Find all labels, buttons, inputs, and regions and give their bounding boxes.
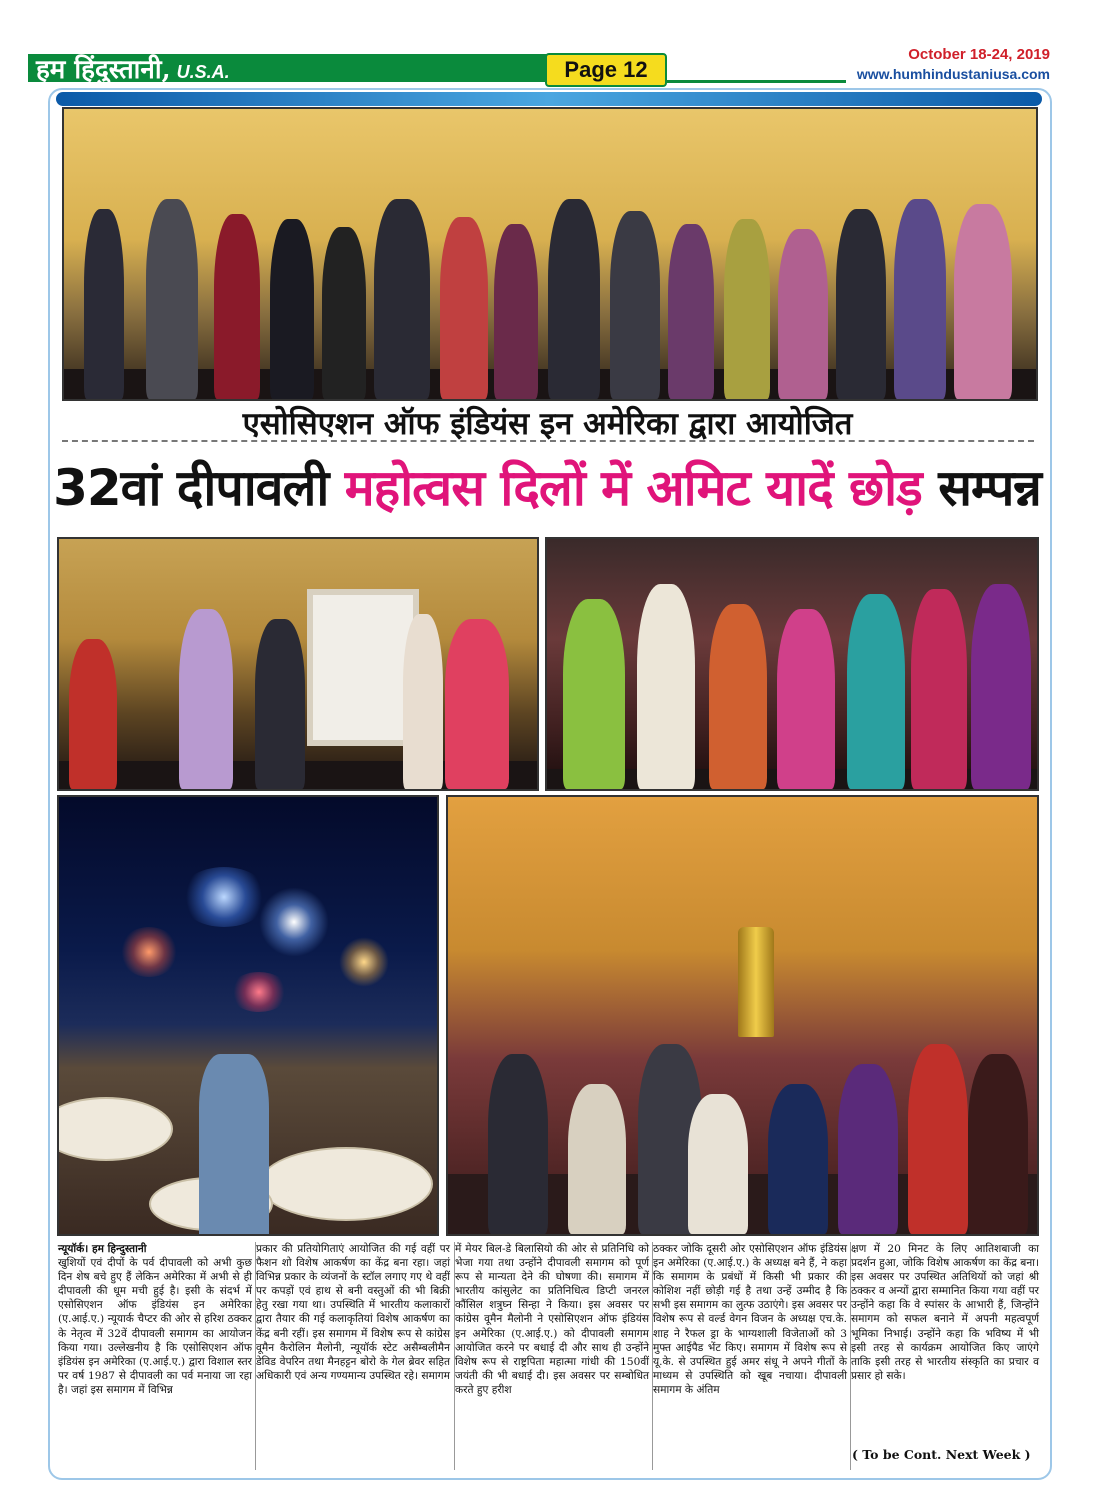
masthead-title-text: हम हिंदुस्तानी, (36, 55, 171, 85)
masthead-title-suffix: U.S.A. (176, 62, 230, 82)
headline-divider (62, 440, 1034, 442)
article-column-4: ठक्कर जोकि दूसरी ओर एसोसिएशन ऑफ इंडियंस इन अमेरिका (ए.आई.ए.) के अध्यक्ष बने हैं, ने कहा कि समागम के प्रबंधों में किसी भी प्रकार की कोशिश नहीं छोड़ी गई है तथा उन्हें उम्मीद है कि सभी इस समागम का लुत्फ उठाएंगे। इस अवसर पर विशेष रूप से वर्ल्ड वेगन विजन के अध्यक्ष एच.के. शाह ने रैफल ड्रा के भाग्यशाली विजेताओं को 3 मुफ्त आईपैड भेंट किए। समागम में विशेष रूप से यू.के. से उपस्थित हुई अमर संधू ने अपने गीतों के माध्यम से उपस्थिति को खूब नचाया। दीपावली समागम के अंतिम (653, 1243, 847, 1396)
main-headline (52, 452, 1042, 520)
article-column-5: क्षण में 20 मिनट के लिए आतिशबाजी का प्रदर्शन हुआ, जोकि विशेष आकर्षण का केंद्र बना। इस अवसर पर उपस्थित अतिथियों को जहां श्री ठक्कर व अन्यों द्वारा सम्मानित किया गया वहीं पर उन्होंने कहा कि वे स्पांसर के आभारी हैं, जिन्होंने समागम को सफल बनाने में अपनी महत्वपूर्ण भूमिका निभाई। उन्होंने कहा कि भविष्य में भी इसी तरह से कार्यक्रम आयोजित किए जाएंगे ताकि इसी तरह से भारतीय संस्कृति का प्रचार व प्रसार हो सके। (851, 1243, 1039, 1382)
headline-part-3: सम्पन्न (938, 459, 1041, 517)
article-column-1 (58, 1242, 252, 1397)
frame-top-band (56, 92, 1042, 106)
page-number-tab: Page 12 (545, 53, 667, 87)
article-column-1-text: खुशियों एवं दीपों के पर्व दीपावली को अभी कुछ दिन शेष बचे हुए हैं लेकिन अमेरिका में अभी से ही दीपावली की धूम मची हुई है। इसी के संदर्भ में एसोसिएशन ऑफ इंडियंस इन अमेरिका (ए.आई.ए.) न्यूयार्क चैप्टर की ओर से हरिश ठक्कर के नेतृत्व में 32वें दीपावली समागम का आयोजन किया गया। उल्लेखनीय है कि एसोसिएशन ऑफ इंडियंस इन अमेरिका (ए.आई.ए.) द्वारा विशाल स्तर पर वर्ष 1987 से दीपावली का पर्व मनाया जा रहा है। जहां इस समागम में विभिन्न (58, 1257, 252, 1396)
photo-fashion-show-models (545, 537, 1039, 791)
continued-note: ( To be Cont. Next Week ) (852, 1447, 1031, 1462)
photo-trophy-presentation (446, 795, 1039, 1236)
headline-part-2: महोत्वस दिलों में अमिट यादें छोड़ (344, 459, 922, 517)
photo-gandhi-portrait-presentation (57, 537, 539, 791)
headline-part-1: 32वां दीपावली (53, 459, 329, 517)
article-dateline: न्यूयॉर्क। हम हिन्दुस्तानी (58, 1243, 147, 1255)
masthead-title (36, 50, 230, 86)
website-link[interactable]: www.humhindustaniusa.com (856, 66, 1050, 82)
issue-date: October 18-24, 2019 (908, 46, 1050, 63)
photo-group-on-stage (62, 107, 1038, 401)
trophy (738, 927, 774, 1037)
photo-fireworks-dinner (57, 795, 439, 1236)
sub-headline: एसोसिएशन ऑफ इंडियंस इन अमेरिका द्वारा आयोजित (242, 406, 853, 442)
article-column-3: में मेयर बिल-डे बिलासियो की ओर से प्रतिनिधि को भेजा गया तथा उन्होंने दीपावली समागम को पूर्ण रूप से मान्यता देने की घोषणा की। समागम में भारतीय कांसुलेट का प्रतिनिधित्व डिप्टी जनरल कौंसिल शत्रुघ्न सिन्हा ने किया। इस अवसर पर कांग्रेस वूमैन मैलोनी ने एसोसिएशन ऑफ इंडियंस इन अमेरिका (ए.आई.ए.) को दीपावली समागम आयोजित करने पर बधाई दी और साथ ही उन्होंने विशेष रूप से राष्ट्रपिता महात्मा गांधी की 150वीं जयंती की भी बधाई दी। इस अवसर पर सम्बोधित करते हुए हरीश (455, 1243, 649, 1396)
masthead-rule (666, 80, 846, 83)
article-column-2: प्रकार की प्रतियोगिताएं आयोजित की गई वहीं पर फैशन शो विशेष आकर्षण का केंद्र बना रहा। जहां विभिन्न प्रकार के व्यंजनों के स्टॉल लगाए गए थे वहीं पर कपड़ों एवं हाथ से बनी वस्तुओं की भी बिक्री हेतु रखा गया था। उपस्थिति में भारतीय कलाकारों द्वारा तैयार की गई कलाकृतियां विशेष आकर्षण का केंद्र बनी रहीं। इस समागम में विशेष रूप से कांग्रेस वूमैन कैरोलिन मैलोनी, न्यूयॉर्क स्टेट असैम्बलीमैन डेविड वेपरिन तथा मैनहट्टन बोरो के गेल ब्रेवर सहित अधिकारी एवं अन्य गण्यमान्य उपस्थित रहे। समागम (256, 1243, 450, 1382)
